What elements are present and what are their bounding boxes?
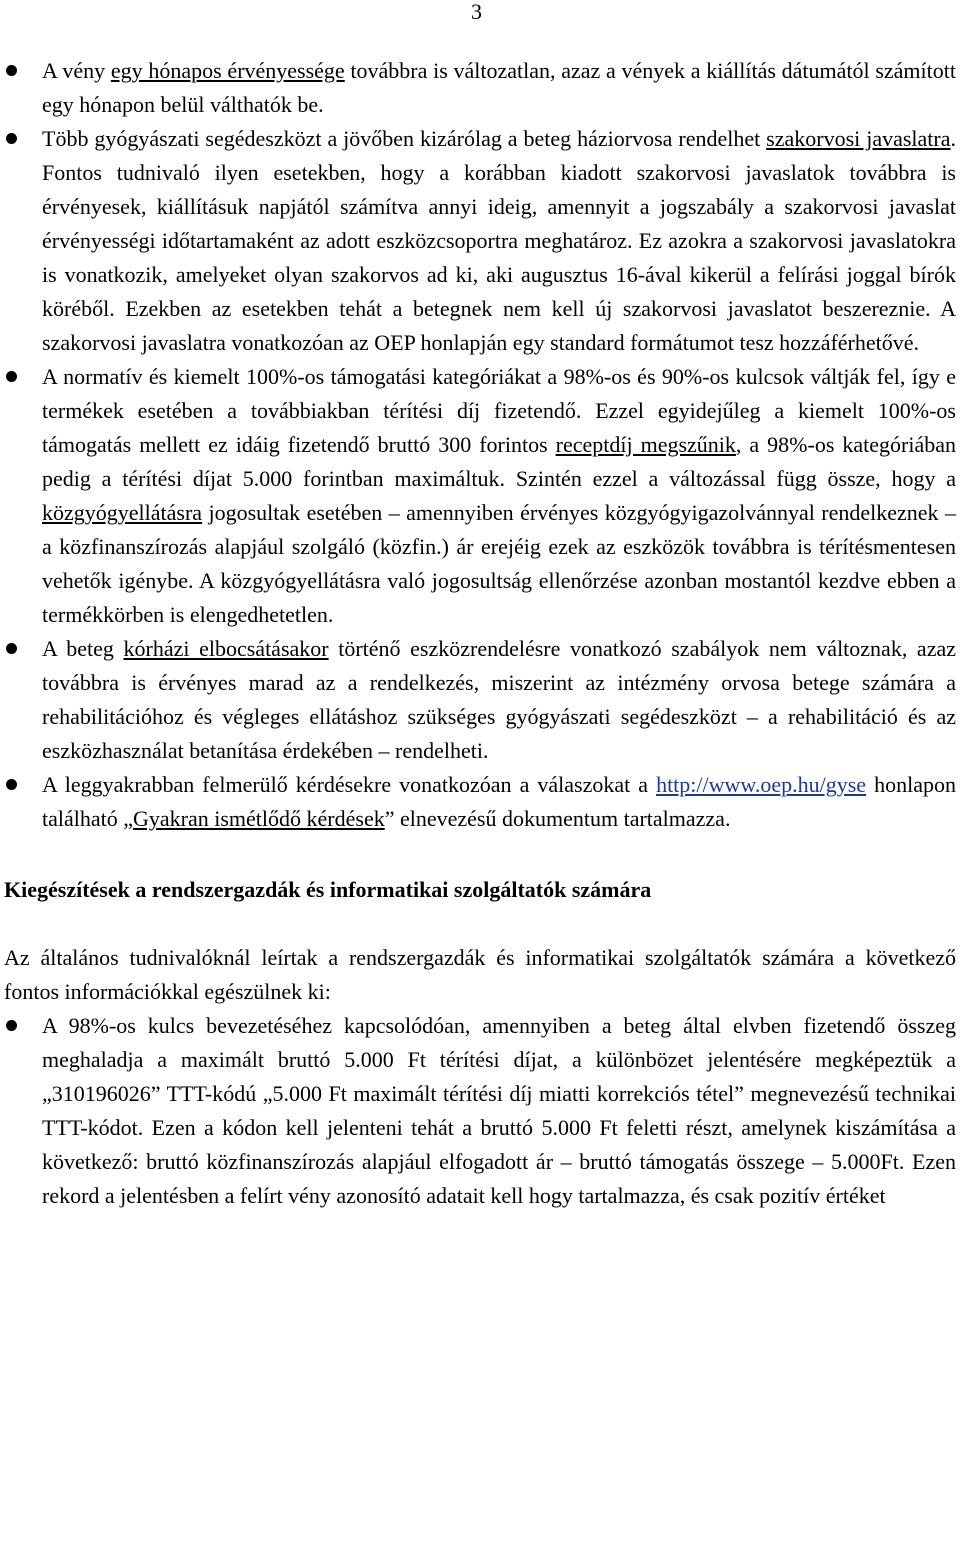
oep-gyse-link[interactable]: http://www.oep.hu/gyse bbox=[656, 772, 867, 797]
bullet-list-bottom bbox=[4, 1009, 956, 1213]
list-item: A leggyakrabban felmerülő kérdésekre vonatkozóan a válaszokat a http://www.oep.hu/gyse honlapon található „Gyakran ismétlődő kérdések” elnevezésű dokumentum tartalmazza. bbox=[4, 768, 956, 836]
list-item: Több gyógyászati segédeszközt a jövőben kizárólag a beteg háziorvosa rendelhet szakorvosi javaslatra. Fontos tudnivaló ilyen esetekben, hogy a korábban kiadott szakorvosi javaslatok továbbra is érvényesek, kiállításuk napjától számítva annyi ideig, amennyit a jogszabály a szakorvosi javaslat érvényességi időtartamaként az adott eszközcsoportra meghatároz. Ez azokra a szakorvosi javaslatokra is vonatkozik, amelyeket olyan szakorvos ad ki, aki augusztus 16-ával kikerül a felírási joggal bírók köréből. Ezekben az esetekben tehát a betegnek nem kell új szakorvosi javaslatot beszereznie. A szakorvosi javaslatra vonatkozóan az OEP honlapján egy standard formátumot tesz hozzáférhetővé. bbox=[4, 122, 956, 360]
intro-paragraph: Az általános tudnivalóknál leírtak a rendszergazdák és informatikai szolgáltatók számára a következő fontos információkkal egészülnek ki: bbox=[4, 945, 956, 1004]
list-item: A beteg kórházi elbocsátásakor történő eszközrendelésre vonatkozó szabályok nem változnak, azaz továbbra is érvényes marad az a rendelkezés, miszerint az intézmény orvosa betege számára a rehabilitációhoz és végleges ellátáshoz szükséges gyógyászati segédeszközt – a rehabilitáció és az eszközhasználat betanítása érdekében – rendelheti. bbox=[4, 632, 956, 768]
document-body bbox=[4, 54, 956, 1213]
underlined-phrase: egy hónapos érvényessége bbox=[110, 58, 345, 83]
underlined-phrase: szakorvosi javaslatra bbox=[766, 126, 951, 151]
underlined-phrase: receptdíj megszűnik bbox=[555, 432, 736, 457]
underlined-phrase: közgyógyellátásra bbox=[42, 500, 203, 525]
underlined-phrase: kórházi elbocsátásakor bbox=[123, 636, 329, 661]
list-item: A normatív és kiemelt 100%-os támogatási kategóriákat a 98%-os és 90%-os kulcsok váltják fel, így e termékek esetében a továbbiakban térítési díj fizetendő. Ezzel egyidejűleg a kiemelt 100%-os támogatás mellett ez idáig fizetendő bruttó 300 forintos receptdíj megszűnik, a 98%-os kategóriában pedig a térítési díjat 5.000 forintban maximáltuk. Szintén ezzel a változással függ össze, hogy a közgyógyellátásra jogosultak esetében – amennyiben érvényes közgyógyigazolvánnyal rendelkeznek – a közfinanszírozás alapjául szolgáló (közfin.) ár erejéig ezek az eszközök továbbra is térítésmentesen vehetők igénybe. A közgyógyellátásra való jogosultság ellenőrzése azonban mostantól kezdve ebben a termékkörben is elengedhetetlen. bbox=[4, 360, 956, 632]
section-heading: Kiegészítések a rendszergazdák és informatikai szolgáltatók számára bbox=[4, 877, 652, 902]
list-item: A 98%-os kulcs bevezetéséhez kapcsolódóan, amennyiben a beteg által elvben fizetendő összeg meghaladja a maximált bruttó 5.000 Ft térítési díjat, a különbözet jelentésére megképeztük a „310196026” TTT-kódú „5.000 Ft maximált térítési díj miatti korrekciós tétel” megnevezésű technikai TTT-kódot. Ezen a kódon kell jelenteni tehát a bruttó 5.000 Ft feletti részt, amelynek kiszámítása a következő: bruttó közfinanszírozás alapjául elfogadott ár – bruttó támogatás összege – 5.000Ft. Ezen rekord a jelentésben a felírt vény azonosító adatait kell hogy tartalmazza, és csak pozitív értéket bbox=[4, 1009, 956, 1213]
page-number: 3 bbox=[471, 0, 482, 24]
bullet-list-top bbox=[4, 54, 956, 836]
underlined-phrase: Gyakran ismétlődő kérdések bbox=[133, 806, 385, 831]
list-item: A vény egy hónapos érvényessége továbbra is változatlan, azaz a vények a kiállítás dátumától számított egy hónapon belül válthatók be. bbox=[4, 54, 956, 122]
